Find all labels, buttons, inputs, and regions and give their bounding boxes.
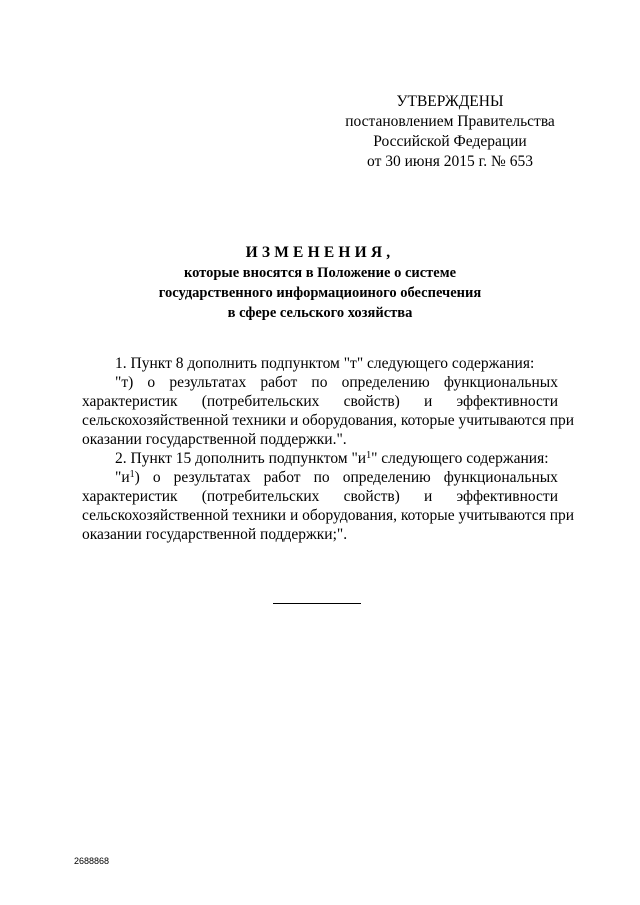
word: о [152,469,161,486]
word: "т) [115,374,134,391]
item-2-intro-start: 2. Пункт 15 дополнить подпунктом "и [115,450,367,467]
word: по [313,469,330,486]
item-2-lead-start: "и [115,469,130,486]
item-2-lead-end: ) [134,469,140,486]
item-2-intro-superscript: 1 [366,450,372,461]
word: работ [260,374,298,391]
document-code: 2688868 [74,856,110,866]
title-subtitle-line-1: которые вносятся в Положение о системе [183,265,457,281]
word: эффективности [456,488,558,505]
item-1-text-line-4: оказании государственной поддержки.". [82,431,347,448]
word: определению [342,469,431,486]
word: и [424,488,433,505]
document-body [82,354,575,544]
word: о [147,374,156,391]
title-subtitle-line-3: в сфере сельского хозяйства [227,305,413,321]
item-2-text-line-3: сельскохозяйственной техники и оборудования, которые учитываются при [82,507,575,524]
item-2-lead-superscript: 1 [129,469,135,480]
item-2-text-line-4: оказании государственной поддержки;". [82,526,348,543]
document-title [60,243,580,323]
item-2-intro-end: " следующего содержания: [371,450,549,467]
item-1-text-line-2 [82,392,558,411]
word: эффективности [456,393,558,410]
word: и [424,393,433,410]
item-2-text-line-1 [82,468,558,487]
title-heading: ИЗМЕНЕНИЯ, [245,244,395,261]
word: функциональных [443,374,558,391]
approval-stamp [330,92,570,172]
word: работ [263,469,301,486]
word: определению [341,374,430,391]
word: результатах [173,469,251,486]
closing-divider-line [273,603,361,604]
approval-date-number-line: от 30 июня 2015 г. № 653 [367,153,533,170]
word: функциональных [443,469,558,486]
approval-decree-line: постановлением Правительства [345,113,555,130]
item-1-intro: 1. Пункт 8 дополнить подпунктом "т" следующего содержания: [115,355,535,372]
item-2-intro [82,449,558,468]
word: характеристик [82,488,178,505]
item-1-text-line-1 [82,373,558,392]
word: результатах [169,374,247,391]
word: по [311,374,328,391]
item-2-lead [115,468,140,487]
item-2-text-line-2 [82,487,558,506]
word: свойств) [343,488,400,505]
approval-government-line: Российской Федерации [373,133,527,150]
word: характеристик [82,393,178,410]
approval-heading: УТВЕРЖДЕНЫ [396,93,504,110]
word: (потребительских [201,488,320,505]
item-1-text-line-3: сельскохозяйственной техники и оборудования, которые учитываются при [82,412,575,429]
word: свойств) [343,393,400,410]
word: (потребительских [201,393,320,410]
title-subtitle-line-2: государственного информациоиного обеспечения [158,285,482,301]
